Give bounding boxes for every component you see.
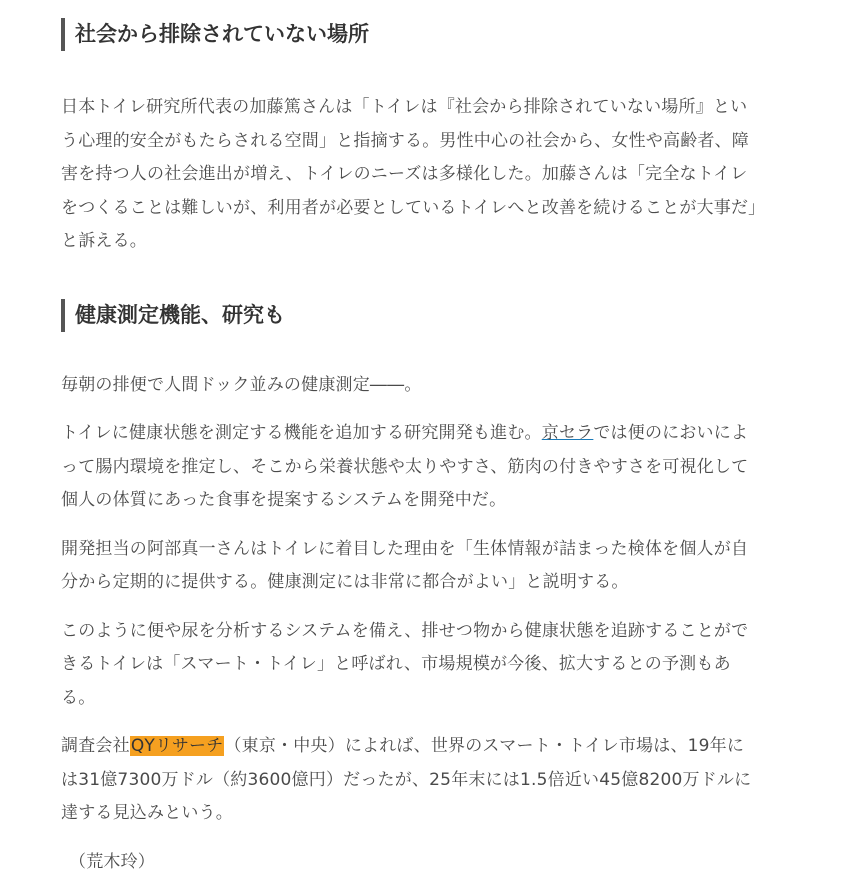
section-heading-social: 社会から排除されていない場所 (61, 18, 761, 51)
highlighted-company-name: QYリサーチ (130, 736, 224, 756)
paragraph-market-size (61, 730, 761, 831)
article-body (61, 0, 761, 879)
kyocera-link[interactable]: 京セラ (541, 423, 594, 443)
paragraph-market-text-after: （東京・中央）によれば、世界のスマート・トイレ市場は、19年には31億7300万ドル（約3600億円）だったが、25年末には1.5倍近い45億8200万ドルに達する見込みという。 (61, 736, 752, 823)
paragraph-kyocera (61, 417, 761, 518)
section-heading-health: 健康測定機能、研究も (61, 299, 761, 332)
paragraph-abe-quote: 開発担当の阿部真一さんはトイレに着目した理由を「生体情報が詰まった検体を個人が自分から定期的に提供する。健康測定には非常に都合がよい」と説明する。 (61, 538, 749, 592)
author-byline: （荒木玲） (69, 851, 155, 872)
paragraph-health-intro: 毎朝の排便で人間ドック並みの健康測定――。 (61, 374, 422, 395)
paragraph-smart-toilet: このように便や尿を分析するシステムを備え、排せつ物から健康状態を追跡することができるトイレは「スマート・トイレ」と呼ばれ、市場規模が今後、拡大するとの予測もある。 (61, 620, 749, 708)
paragraph-kato-quote: 日本トイレ研究所代表の加藤篤さんは「トイレは『社会から排除されていない場所』という心理的安全がもたらされる空間」と指摘する。男性中心の社会から、女性や高齢者、障害を持つ人の社会進出が増え、トイレのニーズは多様化した。加藤さんは「完全なトイレをつくることは難しいが、利用者が必要としているトイレへと改善を続けることが大事だ」と訴える。 (61, 97, 757, 251)
paragraph-kyocera-text-after: では便のにおいによって腸内環境を推定し、そこから栄養状態や太りやすさ、筋肉の付きやすさを可視化して個人の体質にあった食事を提案するシステムを開発中だ。 (61, 423, 749, 510)
paragraph-market-text-before: 調査会社 (61, 736, 130, 756)
paragraph-kyocera-text-before: トイレに健康状態を測定する機能を追加する研究開発も進む。 (61, 423, 542, 443)
